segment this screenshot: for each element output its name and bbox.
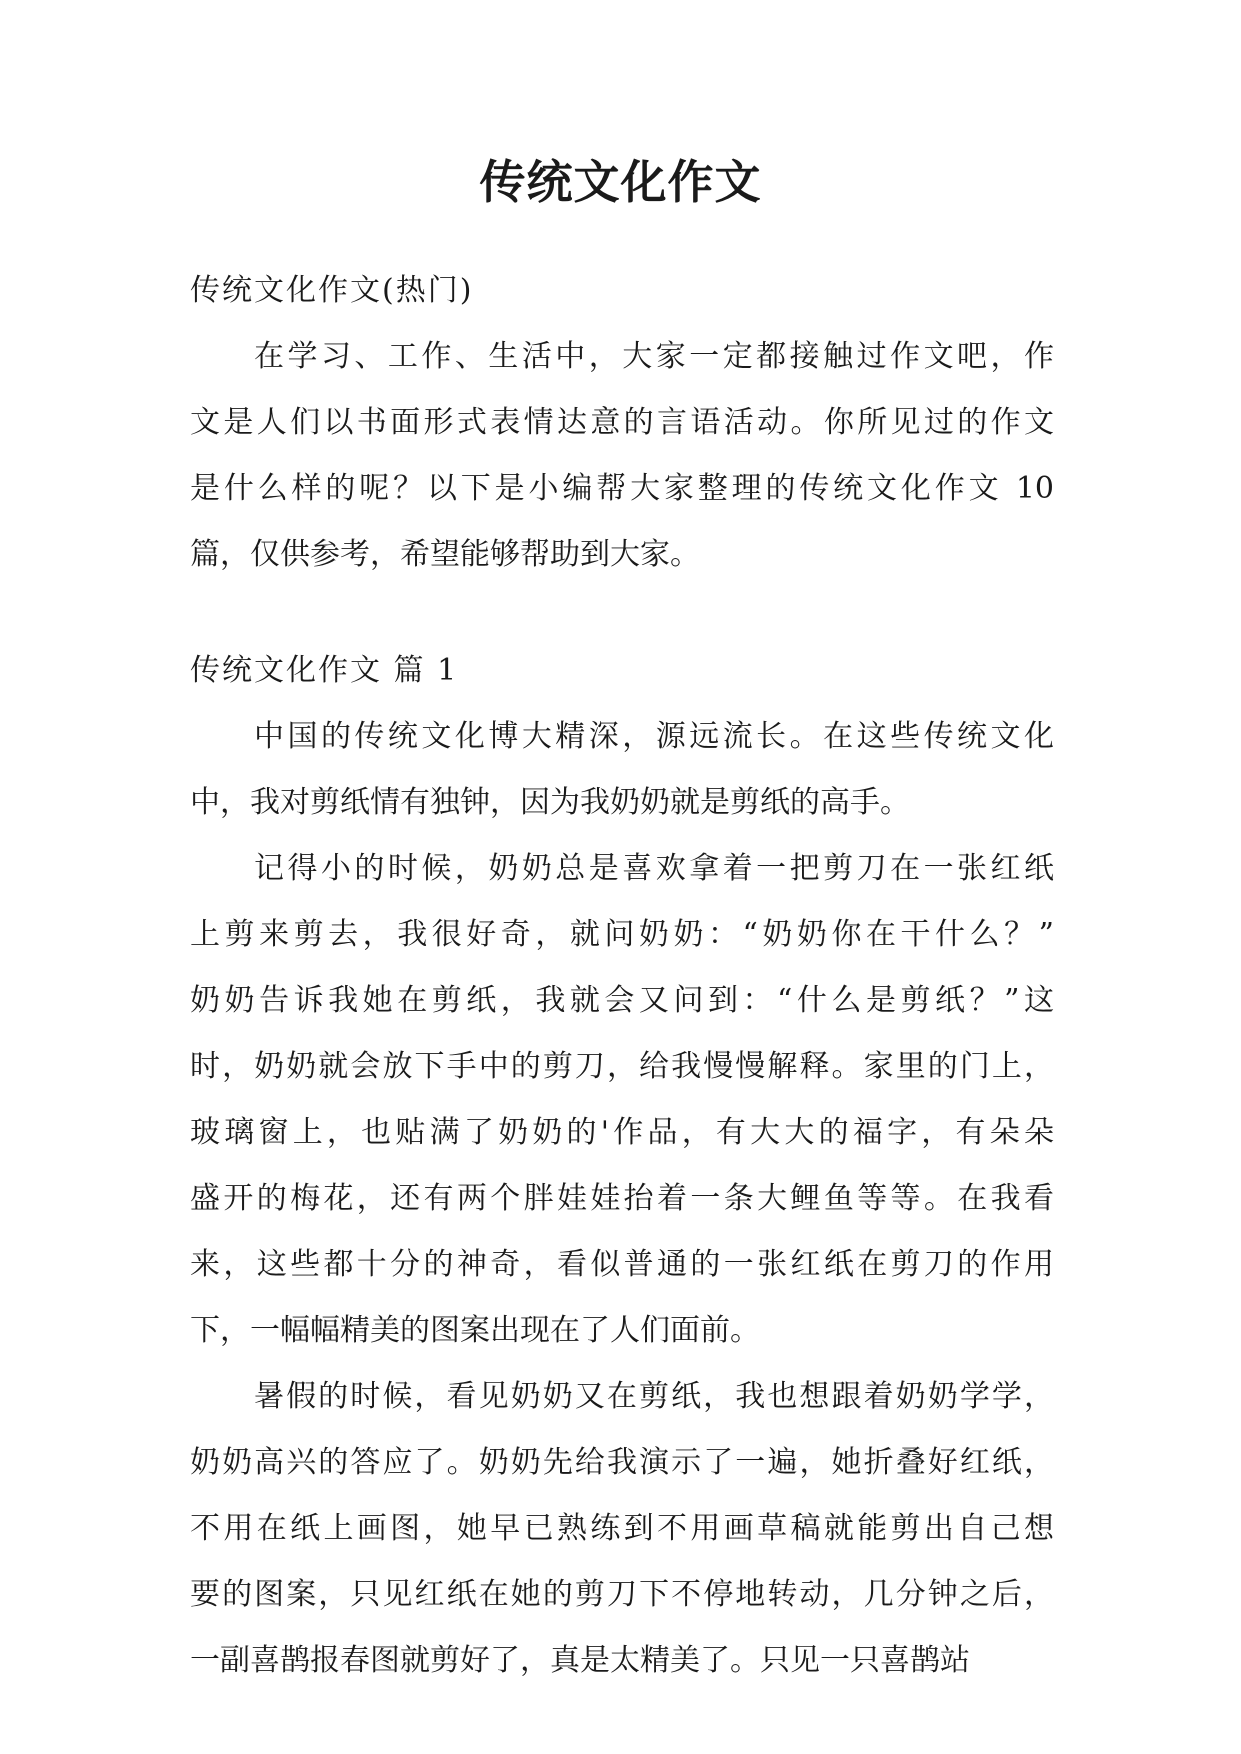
- essay-paragraph-3: [190, 1364, 1054, 1694]
- text-line: 奶奶告诉我她在剪纸，我就会又问到：“什么是剪纸？”这: [190, 983, 1054, 1018]
- text-line: 下，一幅幅精美的图案出现在了人们面前。: [190, 1313, 760, 1348]
- essay-paragraph-1: [190, 704, 1054, 836]
- heading-line: 传统文化作文(热门): [190, 273, 474, 308]
- text-line: 是什么样的呢？以下是小编帮大家整理的传统文化作文 10: [190, 471, 1054, 506]
- text-line: 来，这些都十分的神奇，看似普通的一张红纸在剪刀的作用: [190, 1247, 1054, 1282]
- subtitle-heading: [190, 258, 1054, 324]
- text-line: 要的图案，只见红纸在她的剪刀下不停地转动，几分钟之后，: [190, 1577, 1054, 1612]
- text-line: 篇，仅供参考，希望能够帮助到大家。: [190, 537, 700, 572]
- text-line: 时，奶奶就会放下手中的剪刀，给我慢慢解释。家里的门上，: [190, 1049, 1054, 1084]
- text-line: 玻璃窗上，也贴满了奶奶的'作品，有大大的福字，有朵朵: [190, 1115, 1054, 1150]
- essay-paragraph-2: [190, 836, 1054, 1364]
- document-title: 传统文化作文: [479, 155, 762, 209]
- text-line: 上剪来剪去，我很好奇，就问奶奶：“奶奶你在干什么？”: [190, 917, 1054, 952]
- intro-paragraph: [190, 324, 1054, 588]
- text-line: 中，我对剪纸情有独钟，因为我奶奶就是剪纸的高手。: [190, 785, 910, 820]
- text-line: 在学习、工作、生活中，大家一定都接触过作文吧，作: [254, 339, 1054, 374]
- text-line: 暑假的时候，看见奶奶又在剪纸，我也想跟着奶奶学学，: [254, 1379, 1054, 1414]
- document-body: [190, 258, 1054, 1694]
- text-line: 不用在纸上画图，她早已熟练到不用画草稿就能剪出自己想: [190, 1511, 1054, 1546]
- text-line: 中国的传统文化博大精深，源远流长。在这些传统文化: [254, 719, 1054, 754]
- text-line: 文是人们以书面形式表情达意的言语活动。你所见过的作文: [190, 405, 1054, 440]
- text-line: 盛开的梅花，还有两个胖娃娃抬着一条大鲤鱼等等。在我看: [190, 1181, 1054, 1216]
- text-line: 记得小的时候，奶奶总是喜欢拿着一把剪刀在一张红纸: [254, 851, 1054, 886]
- text-line: 奶奶高兴的答应了。奶奶先给我演示了一遍，她折叠好红纸，: [190, 1445, 1054, 1480]
- text-line: 一副喜鹊报春图就剪好了，真是太精美了。只见一只喜鹊站: [190, 1643, 970, 1678]
- section-heading-1: [190, 638, 1054, 704]
- heading-line: 传统文化作文 篇 1: [190, 653, 459, 688]
